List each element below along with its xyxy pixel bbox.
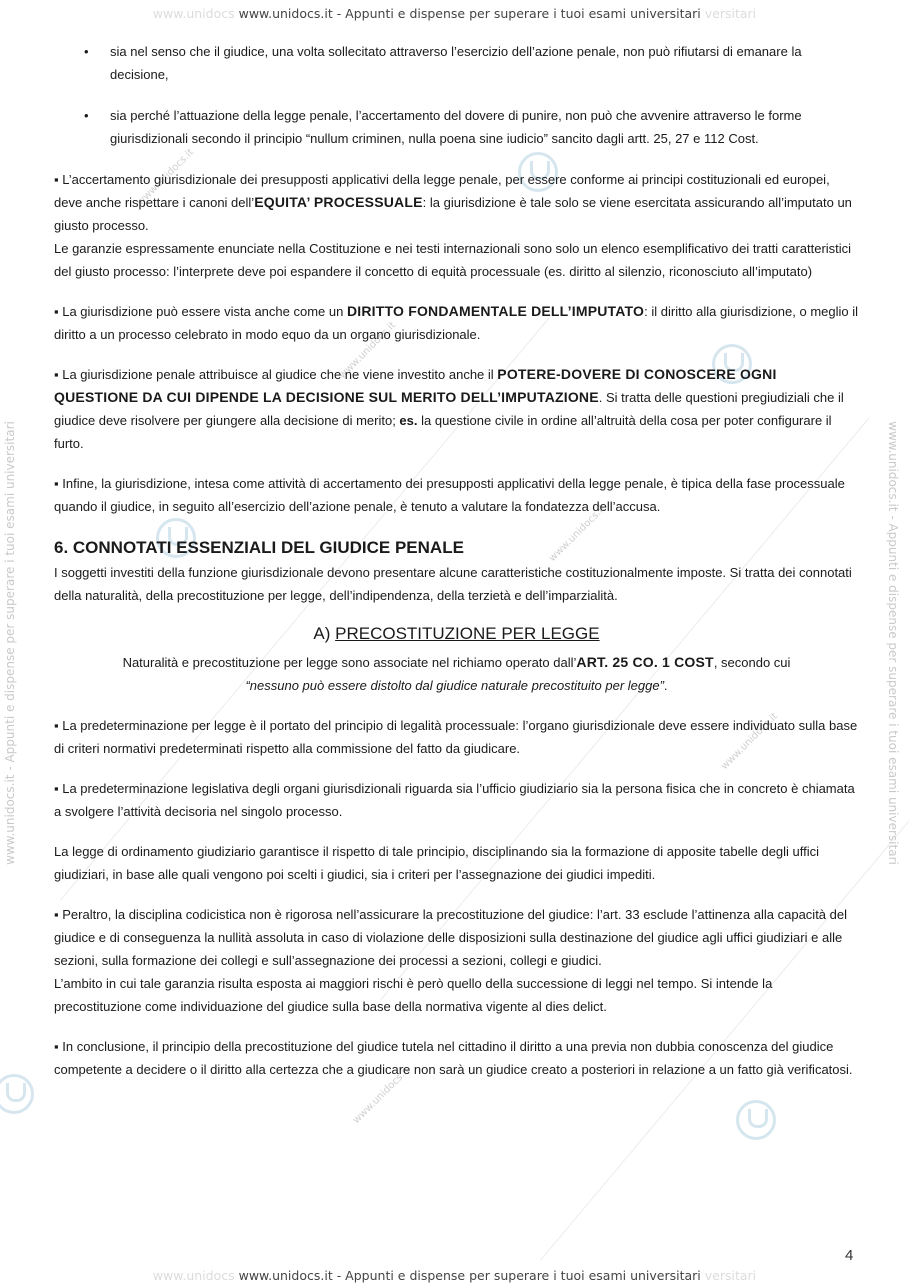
- paragraph-ordinamento: La legge di ordinamento giudiziario garantisce il rispetto di tale principio, disciplinando sia la formazione di apposite tabelle degli uffici giudiziari, in base alle quali vengono poi scelti i giudici, sia i criteri per l’assegnazione dei giudici impediti.: [54, 844, 820, 882]
- watermark-bottom: www.unidocs www.unidocs.it - Appunti e dispense per superare i tuoi esami universitari versitari: [152, 1268, 757, 1283]
- watermark-small: www.unidocs.it: [719, 710, 781, 773]
- watermark-top: www.unidocs www.unidocs.it - Appunti e dispense per superare i tuoi esami universitari versitari: [152, 6, 757, 21]
- section-intro: I soggetti investiti della funzione giurisdizionale devono presentare alcune caratteristiche costituzionalmente imposte. Si tratta dei connotati della naturalità, della precostituzione per legge, dell’indipendenza, della terzietà e dell’imparzialità.: [54, 565, 852, 603]
- paragraph-potere-dovere: ▪ La giurisdizione penale attribuisce al giudice che ne viene investito anche il POTERE-DOVERE DI CONOSCERE OGNI QUESTIONE DA CUI DIPENDE LA DECISIONE SUL MERITO DELL’IMPUTAZIONE. Si tratta delle questioni pregiudiziali che il giudice deve risolvere per giungere alla decisione di merito; es. la questione civile in ordine all’altruità della cosa per poter configurare il furto.: [54, 366, 844, 451]
- page-number: 4: [845, 1247, 854, 1264]
- watermark-left: www.unidocs.it - Appunti e dispense per superare i tuoi esami universitari: [3, 421, 17, 865]
- square-bullet-icon: ▪: [54, 907, 59, 922]
- square-bullet-icon: ▪: [54, 476, 59, 491]
- paragraph-predeterminazione: ▪ La predeterminazione per legge è il portato del principio di legalità processuale: l’organo giurisdizionale deve essere individuato sulla base di criteri normativi predeterminati rispetto alla commissione del fatto da giudicare.: [54, 718, 858, 756]
- paragraph-diritto-fondamentale: ▪ La giurisdizione può essere vista anche come un DIRITTO FONDAMENTALE DELL’IMPUTATO: il diritto alla giurisdizione, o meglio il diritto a un processo celebrato in modo equo da un organo giurisdizionale.: [54, 303, 859, 342]
- document-body: [54, 40, 859, 1081]
- bullet-icon: •: [84, 108, 89, 123]
- watermark-small: www.unidocs.it: [547, 502, 609, 565]
- paragraph-infine: ▪ Infine, la giurisdizione, intesa come attività di accertamento dei presupposti applicativi della legge penale, è tipica della fase processuale quando il giudice, in seguito all’esercizio dell’azione penale, è tenuto a valutare la fondatezza dell’accusa.: [54, 476, 845, 514]
- paragraph-conclusione: ▪ In conclusione, il principio della precostituzione del giudice tutela nel cittadino il diritto a una previa non dubbia conoscenza del giudice competente a decidere o il diritto alla certezza che a giudicare non sarà un giudice creato a posteriori in relazione a un fatto già verificatosi.: [54, 1039, 853, 1077]
- paragraph-predeterminazione-legislativa: ▪ La predeterminazione legislativa degli organi giurisdizionali riguarda sia l’ufficio giudiziario sia la persona fisica che in concreto è chiamata a svolgere l’attività decisoria nel singolo processo.: [54, 781, 855, 819]
- list-item: • sia nel senso che il giudice, una volta sollecitato attraverso l’esercizio dell’azione penale, non può rifiutarsi di emanare la decisione,: [54, 40, 859, 86]
- unidocs-logo-icon: [0, 1074, 34, 1114]
- watermark-right: www.unidocs.it - Appunti e dispense per superare i tuoi esami universitari: [886, 421, 900, 865]
- paragraph-equita: ▪ L’accertamento giurisdizionale dei presupposti applicativi della legge penale, per essere conforme ai principi costituzionali ed europei, deve anche rispettare i canoni dell’EQUITA’ PROCESSUALE: la giurisdizione è tale solo se viene esercitata assicurando all’imputato un giusto processo.: [54, 172, 852, 233]
- watermark-small: www.unidocs.it: [135, 146, 197, 209]
- square-bullet-icon: ▪: [54, 1039, 59, 1054]
- square-bullet-icon: ▪: [54, 304, 59, 319]
- paragraph-ambito: L’ambito in cui tale garanzia risulta esposta ai maggiori rischi è però quello della successione di leggi nel tempo. Si intende la precostituzione come individuazione del giudice sulla base della normativa vigente al dies delict.: [54, 976, 773, 1014]
- watermark-small: www.unidocs.it: [351, 1064, 413, 1127]
- list-item: • sia perché l’attuazione della legge penale, l’accertamento del dovere di punire, non può che avvenire attraverso le forme giurisdizionali secondo il principio “nullum criminen, nulla poena sine iudicio” sancito dagli artt. 25, 27 e 112 Cost.: [54, 104, 859, 150]
- square-bullet-icon: ▪: [54, 367, 59, 382]
- paragraph-garanzie: Le garanzie espressamente enunciate nella Costituzione e nei testi internazionali sono solo un elenco esemplificativo dei tratti caratteristici del giusto processo: l’interprete deve poi espandere il concetto di equità processuale (es. diritto al silenzio, riconosciuto all’imputato): [54, 241, 852, 279]
- subsection-lead: Naturalità e precostituzione per legge sono associate nel richiamo operato dall’ART. 25 CO. 1 COST, secondo cui “nessuno può essere distolto dal giudice naturale precostituito per legge”.: [122, 654, 791, 693]
- bullet-icon: •: [84, 44, 89, 59]
- subsection-heading: A) PRECOSTITUZIONE PER LEGGE: [313, 624, 600, 643]
- square-bullet-icon: ▪: [54, 172, 59, 187]
- paragraph-peraltro: ▪ Peraltro, la disciplina codicistica non è rigorosa nell’assicurare la precostituzione del giudice: l’art. 33 esclude l’attinenza alla capacità del giudice e di conseguenza la nullità assoluta in caso di violazione delle disposizioni sulla destinazione del giudice agli uffici giudiziari e alle sezioni, sulla formazione dei collegi e sull’assegnazione dei processi a sezioni, collegi e giudici.: [54, 907, 847, 968]
- watermark-small: www.unidocs.it: [337, 319, 399, 382]
- square-bullet-icon: ▪: [54, 718, 59, 733]
- square-bullet-icon: ▪: [54, 781, 59, 796]
- section-heading: 6. CONNOTATI ESSENZIALI DEL GIUDICE PENALE: [54, 538, 464, 557]
- quote: “nessuno può essere distolto dal giudice naturale precostituito per legge”: [245, 678, 664, 693]
- unidocs-logo-icon: [736, 1100, 776, 1140]
